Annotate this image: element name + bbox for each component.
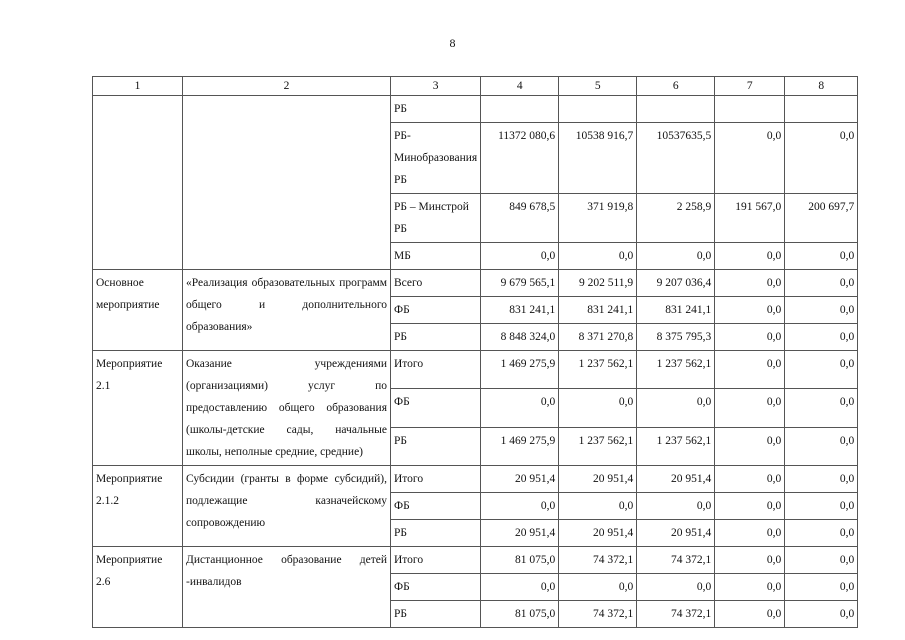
value-cell: 20 951,4 [637, 466, 715, 493]
value-cell: 200 697,7 [785, 194, 858, 243]
value-cell: 0,0 [715, 351, 785, 389]
value-cell [785, 96, 858, 123]
value-cell: 0,0 [715, 389, 785, 427]
value-cell: 0,0 [785, 574, 858, 601]
value-cell: 0,0 [715, 270, 785, 297]
budget-table [92, 76, 858, 628]
value-cell: 9 679 565,1 [481, 270, 559, 297]
value-cell: 831 241,1 [559, 297, 637, 324]
page-number: 8 [449, 36, 456, 50]
header-cell: 5 [559, 77, 637, 96]
value-cell: 8 375 795,3 [637, 324, 715, 351]
value-cell: 0,0 [785, 389, 858, 427]
value-cell: 0,0 [715, 297, 785, 324]
value-cell: 1 237 562,1 [559, 351, 637, 389]
value-cell: 81 075,0 [481, 547, 559, 574]
value-cell: 10538 916,7 [559, 123, 637, 194]
header-cell: 3 [391, 77, 481, 96]
value-cell: 0,0 [715, 123, 785, 194]
value-cell: 1 469 275,9 [481, 351, 559, 389]
header-cell: 8 [785, 77, 858, 96]
value-cell: 0,0 [481, 389, 559, 427]
value-cell: 849 678,5 [481, 194, 559, 243]
value-cell: 0,0 [559, 493, 637, 520]
value-cell: 20 951,4 [559, 466, 637, 493]
source-cell: ФБ [391, 574, 481, 601]
event-description-cell: Дистанционное образование детей -инвалидов [183, 547, 391, 628]
value-cell [559, 96, 637, 123]
value-cell: 0,0 [715, 243, 785, 270]
value-cell: 371 919,8 [559, 194, 637, 243]
event-description-cell [183, 96, 391, 270]
value-cell: 0,0 [785, 466, 858, 493]
value-cell: 0,0 [637, 243, 715, 270]
value-cell: 9 202 511,9 [559, 270, 637, 297]
value-cell: 2 258,9 [637, 194, 715, 243]
value-cell: 1 237 562,1 [637, 351, 715, 389]
value-cell: 74 372,1 [637, 601, 715, 628]
value-cell: 0,0 [559, 243, 637, 270]
value-cell: 8 371 270,8 [559, 324, 637, 351]
value-cell: 0,0 [785, 427, 858, 465]
value-cell: 1 237 562,1 [637, 427, 715, 465]
value-cell: 0,0 [715, 574, 785, 601]
value-cell: 9 207 036,4 [637, 270, 715, 297]
event-name-cell: Мероприятие 2.1.2 [93, 466, 183, 547]
source-cell: ФБ [391, 297, 481, 324]
value-cell: 74 372,1 [559, 601, 637, 628]
value-cell: 20 951,4 [559, 520, 637, 547]
header-row [93, 77, 858, 96]
value-cell: 8 848 324,0 [481, 324, 559, 351]
value-cell: 0,0 [785, 351, 858, 389]
value-cell: 81 075,0 [481, 601, 559, 628]
table-row [93, 270, 858, 297]
event-name-cell [93, 96, 183, 270]
source-cell: ФБ [391, 493, 481, 520]
value-cell: 0,0 [481, 574, 559, 601]
header-cell: 1 [93, 77, 183, 96]
value-cell: 0,0 [481, 243, 559, 270]
value-cell: 11372 080,6 [481, 123, 559, 194]
source-cell: РБ [391, 427, 481, 465]
value-cell: 191 567,0 [715, 194, 785, 243]
value-cell: 0,0 [785, 270, 858, 297]
header-cell: 2 [183, 77, 391, 96]
source-cell: РБ [391, 520, 481, 547]
value-cell: 20 951,4 [481, 466, 559, 493]
source-cell: Итого [391, 466, 481, 493]
value-cell: 20 951,4 [481, 520, 559, 547]
value-cell [637, 96, 715, 123]
header-cell: 6 [637, 77, 715, 96]
value-cell: 20 951,4 [637, 520, 715, 547]
table-row [93, 96, 858, 123]
value-cell: 74 372,1 [559, 547, 637, 574]
source-cell: РБ – Минстрой РБ [391, 194, 481, 243]
value-cell: 10537635,5 [637, 123, 715, 194]
event-description-cell: Оказание учреждениями (организациями) услуг по предоставлению общего образования (школы-детские сады, начальные школы, неполные средние, средние) [183, 351, 391, 466]
source-cell: РБ-Минобразования РБ [391, 123, 481, 194]
value-cell: 831 241,1 [481, 297, 559, 324]
source-cell: Итого [391, 547, 481, 574]
value-cell: 0,0 [637, 493, 715, 520]
event-name-cell: Мероприятие 2.1 [93, 351, 183, 466]
value-cell: 0,0 [785, 123, 858, 194]
source-cell: ФБ [391, 389, 481, 427]
source-cell: Итого [391, 351, 481, 389]
value-cell: 0,0 [715, 601, 785, 628]
table-row [93, 466, 858, 493]
value-cell: 0,0 [785, 324, 858, 351]
value-cell: 0,0 [637, 389, 715, 427]
source-cell: МБ [391, 243, 481, 270]
value-cell: 0,0 [785, 297, 858, 324]
value-cell: 0,0 [785, 601, 858, 628]
table-row [93, 547, 858, 574]
value-cell: 0,0 [785, 520, 858, 547]
value-cell: 0,0 [715, 547, 785, 574]
value-cell: 74 372,1 [637, 547, 715, 574]
value-cell: 0,0 [715, 324, 785, 351]
event-name-cell: Основное мероприятие [93, 270, 183, 351]
value-cell: 831 241,1 [637, 297, 715, 324]
source-cell: РБ [391, 324, 481, 351]
source-cell: РБ [391, 96, 481, 123]
value-cell: 0,0 [715, 466, 785, 493]
value-cell: 0,0 [715, 520, 785, 547]
value-cell: 0,0 [559, 389, 637, 427]
header-cell: 7 [715, 77, 785, 96]
value-cell [481, 96, 559, 123]
source-cell: Всего [391, 270, 481, 297]
event-description-cell: Субсидии (гранты в форме субсидий), подлежащие казначейскому сопровождению [183, 466, 391, 547]
value-cell: 1 469 275,9 [481, 427, 559, 465]
header-cell: 4 [481, 77, 559, 96]
value-cell: 0,0 [785, 547, 858, 574]
value-cell: 0,0 [481, 493, 559, 520]
value-cell: 0,0 [715, 493, 785, 520]
table-row [93, 351, 858, 389]
value-cell: 0,0 [715, 427, 785, 465]
value-cell: 0,0 [637, 574, 715, 601]
event-description-cell: «Реализация образовательных программ общего и дополнительного образования» [183, 270, 391, 351]
value-cell: 1 237 562,1 [559, 427, 637, 465]
value-cell: 0,0 [785, 243, 858, 270]
value-cell [715, 96, 785, 123]
source-cell: РБ [391, 601, 481, 628]
event-name-cell: Мероприятие 2.6 [93, 547, 183, 628]
value-cell: 0,0 [785, 493, 858, 520]
value-cell: 0,0 [559, 574, 637, 601]
